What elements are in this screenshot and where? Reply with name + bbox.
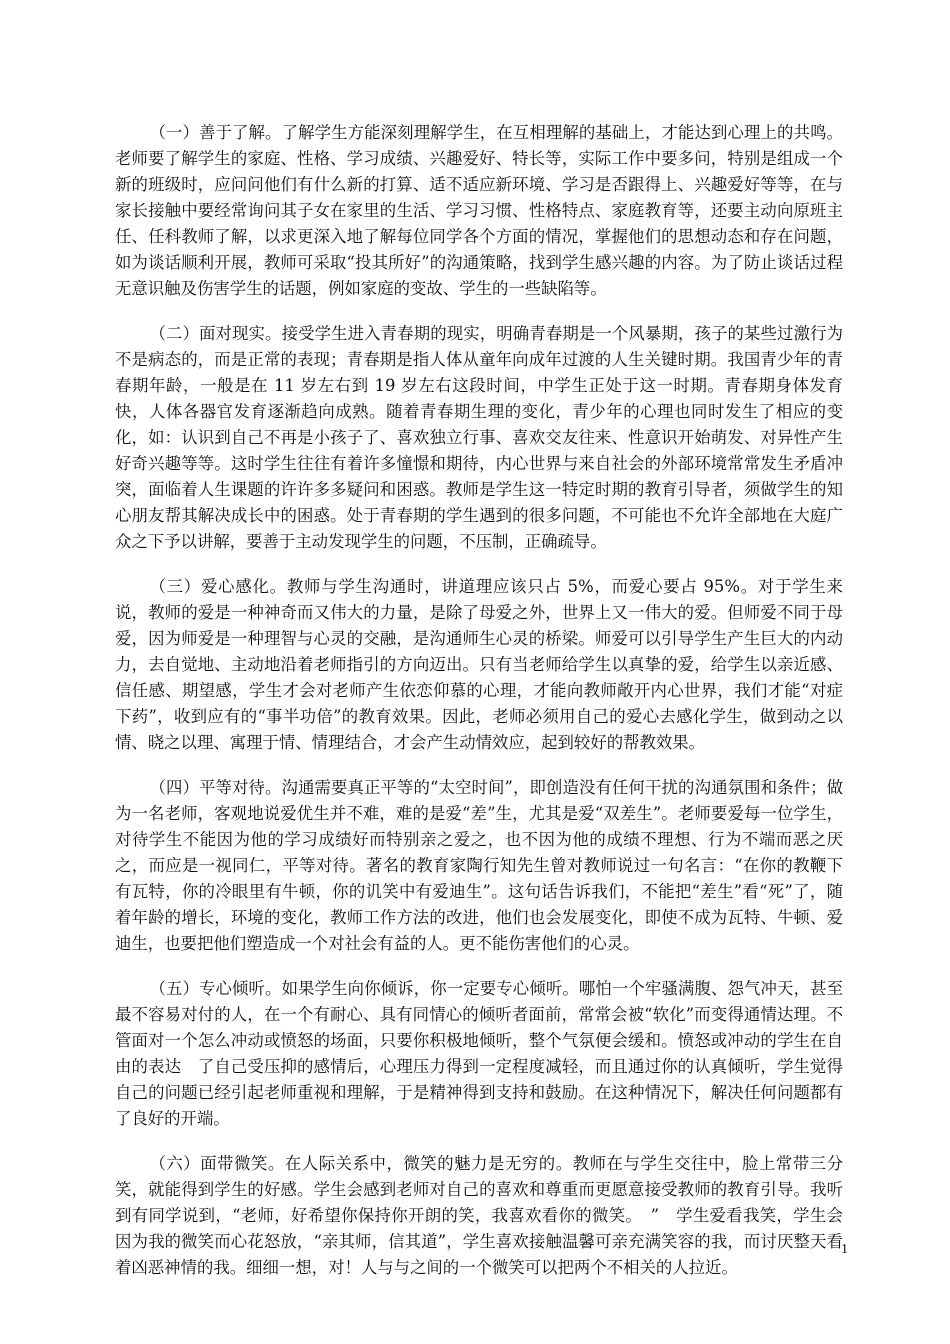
paragraph-attentive-listening: （五）专心倾听。如果学生向你倾诉，你一定要专心倾听。哪怕一个牢骚满腹、怨气冲天，甚至最不容易对付的人，在一个有耐心、具有同情心的倾听者面前，常常会被“软化”而变得通情达理。不管面对一个怎么冲动或愤怒的场面，只要你积极地倾听，整个气氛便会缓和。愤怒或冲动的学生在自由的表达 了自己受压抑的感情后，心理压力得到一定程度减轻，而且通过你的认真倾听，学生觉得自己的问题已经引起老师重视和理解，于是精神得到支持和鼓励。在这种情况下，解决任何问题都有了良好的开端。 [115,979,843,1128]
page-number: 1 [841,1242,848,1257]
paragraph-understanding: （一）善于了解。了解学生方能深刻理解学生，在互相理解的基础上，才能达到心理上的共鸣。老师要了解学生的家庭、性格、学习成绩、兴趣爱好、特长等，实际工作中要多问，特别是组成一个新的班级时，应问问他们有什么新的打算、适不适应新环境、学习是否跟得上、兴趣爱好等等，在与家长接触中要经常询问其子女在家里的生活、学习习惯、性格特点、家庭教育等，还要主动向原班主任、任科教师了解，以求更深入地了解每位同学各个方面的情况，掌握他们的思想动态和存在问题，如为谈话顺利开展，教师可采取“投其所好”的沟通策略，找到学生感兴趣的内容。为了防止谈话过程无意识触及伤害学生的话题，例如家庭的变故、学生的一些缺陷等。 [115,123,843,298]
paragraph-love-influence: （三）爱心感化。教师与学生沟通时，讲道理应该只占 5%，而爱心要占 95%。对于学生来说，教师的爱是一种神奇而又伟大的力量，是除了母爱之外，世界上又一伟大的爱。但师爱不同于母爱，因为师爱是一种理智与心灵的交融，是沟通师生心灵的桥梁。师爱可以引导学生产生巨大的内动力，去自觉地、主动地沿着老师指引的方向迈出。只有当老师给学生以真挚的爱，给学生以亲近感、信任感、期望感，学生才会对老师产生依恋仰慕的心理，才能向教师敞开内心世界，我们才能“对症下药”，收到应有的“事半功倍”的教育效果。因此，老师必须用自己的爱心去感化学生，做到动之以情、晓之以理、寓理于情、情理结合，才会产生动情效应，起到较好的帮教效果。 [115,577,843,752]
document-body [115,120,843,1300]
paragraph-smile: （六）面带微笑。在人际关系中，微笑的魅力是无穷的。教师在与学生交往中，脸上常带三分笑，就能得到学生的好感。学生会感到老师对自己的喜欢和尊重而更愿意接受教师的教育引导。我听到有同学说到，“老师，好希望你保持你开朗的笑，我喜欢看你的微笑。 ” 学生爱看我笑，学生会因为我的微笑而心花怒放，“亲其师，信其道”，学生喜欢接触温馨可亲充满笑容的我，而讨厌整天看着凶恶神情的我。细细一想，对！人与与之间的一个微笑可以把两个不相关的人拉近。 [115,1154,843,1277]
paragraph-facing-reality: （二）面对现实。接受学生进入青春期的现实，明确青春期是一个风暴期，孩子的某些过激行为不是病态的，而是正常的表现；青春期是指人体从童年向成年过渡的人生关键时期。我国青少年的青春期年龄，一般是在 11 岁左右到 19 岁左右这段时间，中学生正处于这一时期。青春期身体发育快，人体各器官发育逐渐趋向成熟。随着青春期生理的变化，青少年的心理也同时发生了相应的变化，如：认识到自己不再是小孩子了、喜欢独立行事、喜欢交友往来、性意识开始萌发、对异性产生好奇兴趣等等。这时学生往往有着许多憧憬和期待，内心世界与来自社会的外部环境常常发生矛盾冲突，面临着人生课题的许许多多疑问和困惑。教师是学生这一特定时期的教育引导者，须做学生的知心朋友帮其解决成长中的困惑。处于青春期的学生遇到的很多问题，不可能也不允许全部地在大庭广众之下予以讲解，要善于主动发现学生的问题，不压制，正确疏导。 [115,324,843,551]
paragraph-equal-treatment: （四）平等对待。沟通需要真正平等的“太空时间”，即创造没有任何干扰的沟通氛围和条件；做为一名老师，客观地说爱优生并不难，难的是爱“差”生，尤其是爱“双差生”。老师要爱每一位学生，对待学生不能因为他的学习成绩好而特别亲之爱之，也不因为他的成绩不理想、行为不端而恶之厌之，而应是一视同仁，平等对待。著名的教育家陶行知先生曾对教师说过一句名言：“在你的教鞭下有瓦特，你的冷眼里有牛顿，你的讥笑中有爱迪生”。这句话告诉我们，不能把“差生”看“死”了，随着年龄的增长，环境的变化，教师工作方法的改进，他们也会发展变化，即使不成为瓦特、牛顿、爱迪生，也要把他们塑造成一个对社会有益的人。更不能伤害他们的心灵。 [115,778,843,953]
